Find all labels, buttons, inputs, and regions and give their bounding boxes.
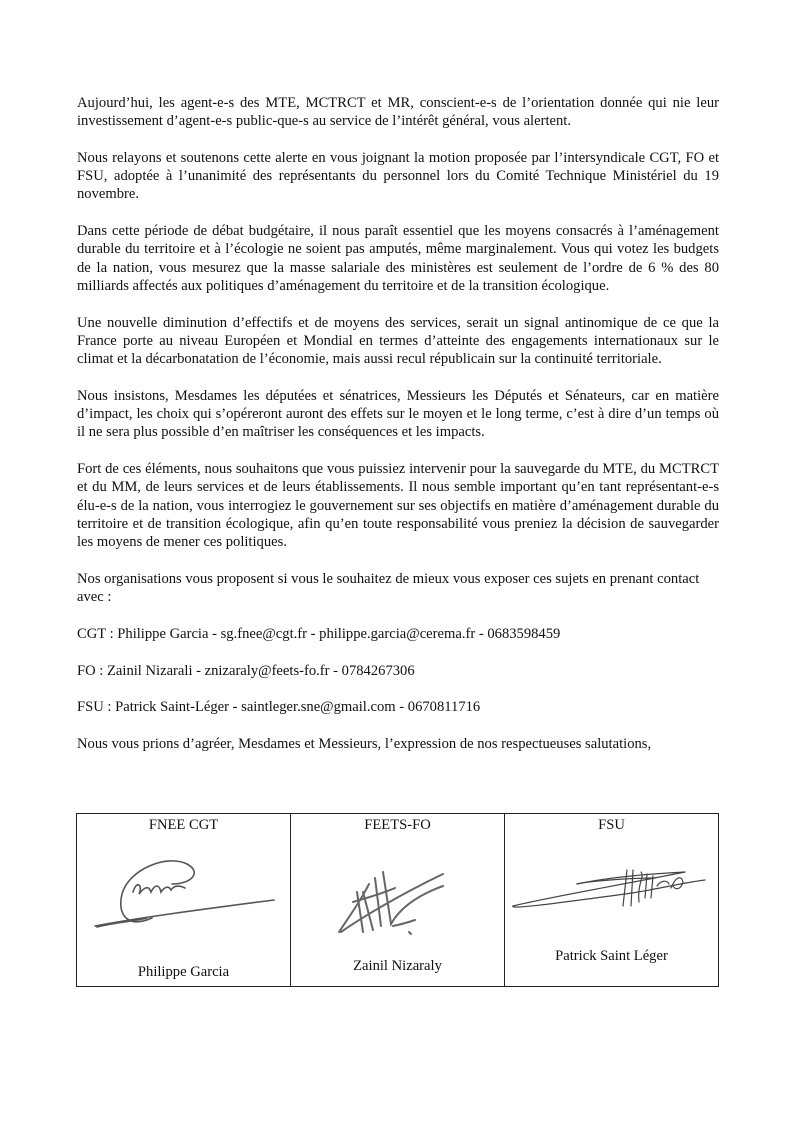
signature-cell-cgt <box>77 814 291 987</box>
paragraph-intro: Aujourd’hui, les agent-e-s des MTE, MCTRCT et MR, conscient-e-s de l’orientation donnée qui nie leur investissement d’agent-e-s public-que-s au service de l’intérêt général, vous alertent. <box>77 95 719 130</box>
paragraph-budget: Dans cette période de débat budgétaire, il nous paraît essentiel que les moyens consacrés à l’aménagement durable du territoire et à l’écologie ne soient pas amputés, même marginalement. Vous qui votez les budgets de la nation, vous mesurez que la masse salariale des ministères est seulement de l’ordre de 6 % des 80 milliards affectés aux politiques d’aménagement du territoire et de la transition écologique. <box>77 223 719 294</box>
contact-fsu: FSU : Patrick Saint-Léger - saintleger.sne@gmail.com - 0670811716 <box>77 699 481 716</box>
paragraph-request: Fort de ces éléments, nous souhaitons que vous puissiez intervenir pour la sauvegarde du MTE, du MCTRCT et du MM, de leurs services et de leurs établissements. Il nous semble important qu’en tant représentant-e-s élu-e-s de la nation, vous interrogiez le gouvernement sur ses objectifs en matière d’aménagement durable du territoire et de transition écologique, afin qu’en toute responsabilité vous preniez la décision de sauvegarder les moyens de mener ces politiques. <box>77 460 719 551</box>
paragraph-contact-intro: Nos organisations vous proposent si vous le souhaitez de mieux vous exposer ces sujets en prenant contact avec : <box>77 570 700 606</box>
paragraph-impact: Nous insistons, Mesdames les députées et sénatrices, Messieurs les Députés et Sénateurs, car en matière d’impact, les choix qui s’opéreront auront des effets sur le moyen et le long terme, c’est à dire d’un temps où il ne sera plus possible d’en maîtriser les conséquences et les impacts. <box>77 387 719 441</box>
paragraph-motion: Nous relayons et soutenons cette alerte en vous joignant la motion proposée par l’intersyndicale CGT, FO et FSU, adoptée à l’unanimité des représentants du personnel lors du Comité Technique Ministériel du 19 novembre. <box>77 149 719 203</box>
organization-name: FNEE CGT <box>148 817 219 833</box>
letter-body <box>77 94 719 772</box>
signer-name: Patrick Saint Léger <box>555 948 668 964</box>
signature-cell-fo <box>291 814 505 987</box>
paragraph-staff-reduction: Une nouvelle diminution d’effectifs et de moyens des services, serait un signal antinomique de ce que la France porte au niveau Européen et Mondial en termes d’atteinte des engagements internationaux sur le climat et la décarbonatation de l’économie, mais aussi recul républicain sur la continuité territoriale. <box>77 314 719 368</box>
contact-cgt: CGT : Philippe Garcia - sg.fnee@cgt.fr - philippe.garcia@cerema.fr - 0683598459 <box>77 625 561 642</box>
contact-fo: FO : Zainil Nizarali - znizaraly@feets-fo.fr - 0784267306 <box>77 662 415 679</box>
closing-salutation: Nous vous prions d’agréer, Mesdames et Messieurs, l’expression de nos respectueuses salutations, <box>77 736 652 753</box>
signer-name: Zainil Nizaraly <box>353 958 442 974</box>
organization-name: FSU <box>598 817 625 833</box>
organization-name: FEETS-FO <box>364 817 431 833</box>
signature-table <box>76 813 719 987</box>
signature-cell-fsu <box>505 814 719 987</box>
signer-name: Philippe Garcia <box>137 964 230 980</box>
signature-image-garcia <box>77 814 291 986</box>
